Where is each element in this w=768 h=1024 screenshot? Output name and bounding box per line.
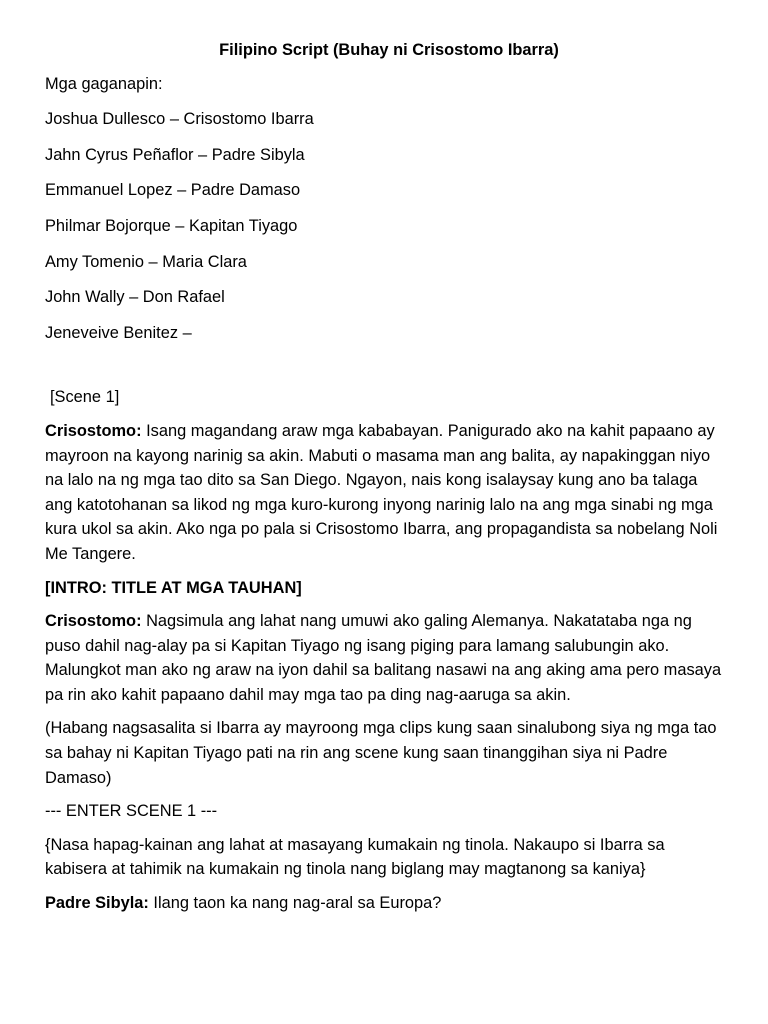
cast-item: John Wally – Don Rafael (45, 288, 225, 307)
cast-item: Amy Tomenio – Maria Clara (45, 252, 247, 271)
dialogue-text: Isang magandang araw mga kababayan. Panigurado ako na kahit papaano ay mayroon na kayong narinig sa akin. Mabuti o masama man ang balita, ay napakinggan niyo na lalo na ng mga tao dito sa San Diego. Ngayon, nais kong isalaysay kung ano ba talaga ang katotohanan sa likod ng mga kuro-kurong inyong narinig lalo na ang mga sinabi ng mga kura ukol sa akin. Ako nga po pala si Crisostomo Ibarra, ang propagandista sa nobelang Noli Me Tangere. (45, 421, 718, 563)
dialogue-text: Ilang taon ka nang nag-aral sa Europa? (148, 894, 442, 913)
cast-item: Jahn Cyrus Peñaflor – Padre Sibyla (45, 145, 305, 164)
speaker-name: Crisostomo: (45, 421, 142, 440)
stage-direction: {Nasa hapag-kainan ang lahat at masayang kumakain ng tinola. Nakaupo si Ibarra sa kabisera at tahimik na kumakain ng tinola nang biglang may magtanong sa kaniya} (45, 835, 665, 879)
dialogue-text: Nagsimula ang lahat nang umuwi ako galing Alemanya. Nakatataba nga ng puso dahil nag-alay pa si Kapitan Tiyago ng isang piging para lamang salubungin ako. Malungkot man ako ng araw na iyon dahil sa balitang nasawi na ang aking ama pero masaya pa rin ako kahit papaano dahil may mga tao pa ding nag-aaruga sa akin. (45, 612, 722, 704)
cast-item: Jeneveive Benitez – (45, 323, 192, 342)
cast-item: Philmar Bojorque – Kapitan Tiyago (45, 216, 298, 235)
dialogue-paragraph (45, 609, 725, 707)
speaker-name: Padre Sibyla: (45, 894, 149, 913)
cast-item: Emmanuel Lopez – Padre Damaso (45, 181, 301, 200)
cast-heading: Mga gaganapin: (45, 74, 163, 93)
document-title: Filipino Script (Buhay ni Crisostomo Ibarra) (219, 41, 559, 59)
dialogue-paragraph (45, 891, 725, 916)
stage-direction: (Habang nagsasalita si Ibarra ay mayroong mga clips kung saan sinalubong siya ng mga tao sa bahay ni Kapitan Tiyago pati na rin ang scene kung saan tinanggihan siya ni Padre Damaso) (45, 719, 717, 787)
scene-marker: --- ENTER SCENE 1 --- (45, 802, 218, 821)
cast-item: Joshua Dullesco – Crisostomo Ibarra (45, 110, 314, 129)
intro-heading: [INTRO: TITLE AT MGA TAUHAN] (45, 578, 302, 597)
cast-list (45, 107, 725, 345)
document-page (45, 38, 725, 925)
speaker-name: Crisostomo: (45, 612, 142, 631)
scene-label: [Scene 1] (50, 388, 120, 407)
dialogue-paragraph (45, 419, 725, 567)
